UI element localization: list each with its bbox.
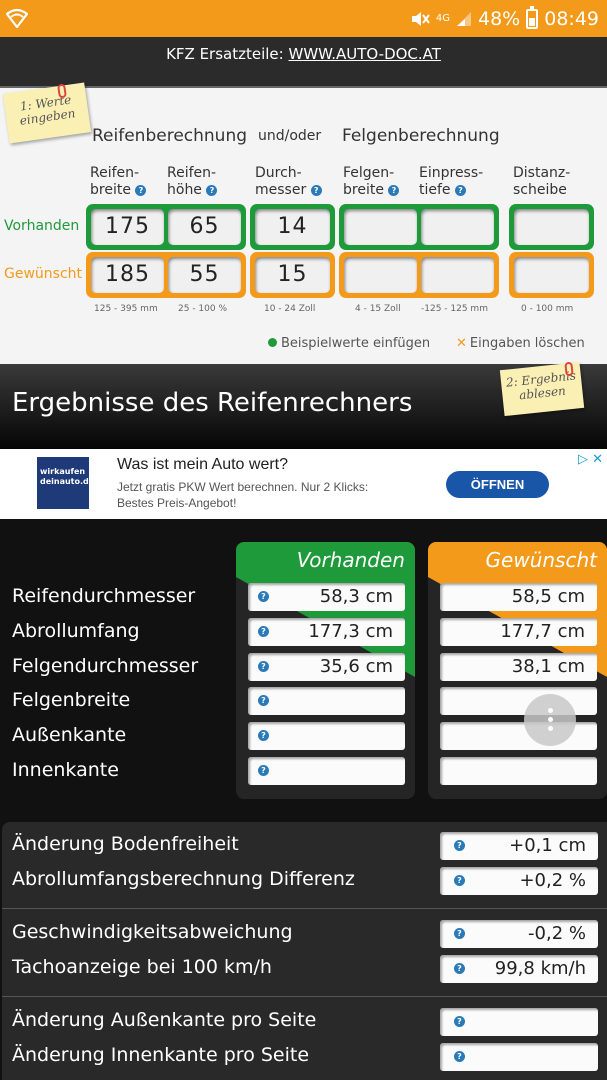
diff-value: ? +0,2 % [440,867,598,895]
help-icon[interactable]: ? [206,185,217,196]
row-label-current: Vorhanden [4,218,80,234]
result-current-value [248,722,405,750]
range-rim-width: 4 - 15 Zoll [355,304,401,314]
help-icon[interactable]: ? [454,1016,465,1027]
help-icon[interactable]: ? [454,963,465,974]
input-form [0,88,607,364]
site-header-prefix: KFZ Ersatzteile: [166,45,289,63]
result-current-value [248,687,405,715]
wifi-icon [6,8,28,28]
result-label: Abrollumfang [12,620,140,642]
range-width: 125 - 395 mm [94,304,158,314]
result-desired-value: 38,1 cm [440,653,597,681]
desired-diameter-group [250,252,335,298]
clear-x-icon: ✕ [456,336,467,351]
desired-offset-input[interactable] [421,257,494,293]
status-bar [0,0,607,37]
header-rim: Felgenberechnung [342,126,500,146]
clear-inputs-button[interactable]: ✕ Eingaben löschen [456,336,585,351]
divider [2,996,607,997]
site-header [0,37,607,88]
desired-rim-width-input[interactable] [344,257,417,293]
result-desired-value: 177,7 cm [440,618,597,646]
label-diameter: Durch- messer ? [255,165,322,199]
range-offset: -125 - 125 mm [421,304,488,314]
help-icon[interactable]: ? [454,928,465,939]
step-1-note [3,83,91,144]
diff-value: ? -0,2 % [440,920,598,948]
desired-tyre-group [86,252,246,298]
result-label: Reifendurchmesser [12,585,196,607]
more-options-icon[interactable] [524,694,576,746]
battery-percent: 48% [478,7,521,30]
help-icon[interactable]: ? [258,591,269,602]
result-desired-value [440,757,597,785]
current-rim-width-input[interactable] [344,209,417,245]
current-width-input[interactable]: 175 [91,209,164,245]
help-icon[interactable]: ? [454,840,465,851]
help-icon[interactable]: ? [258,626,269,637]
range-diameter: 10 - 24 Zoll [264,304,316,314]
label-tyre-height: Reifen- höhe ? [167,165,217,198]
step-2-text: 2: Ergebnis ablesen [505,368,577,403]
help-icon[interactable]: ? [454,1051,465,1062]
range-height: 25 - 100 % [178,304,228,314]
result-label: Außenkante [12,724,127,746]
current-tyre-group [86,204,246,250]
help-icon[interactable]: ? [258,730,269,741]
help-icon[interactable]: ? [388,185,399,196]
help-icon[interactable]: ? [258,765,269,776]
mute-icon [410,10,430,28]
diff-label: Abrollumfangsberechnung Differenz [12,868,355,890]
paperclip-icon [564,362,573,377]
difference-panel [2,822,607,1080]
results-header [0,364,607,449]
help-icon[interactable]: ? [135,185,146,196]
result-label: Felgenbreite [12,689,131,711]
column-desired-title: Gewünscht [428,542,607,577]
adchoices-icon[interactable]: ▷ ✕ [577,452,603,467]
help-icon[interactable]: ? [311,185,322,196]
result-desired-value: 58,5 cm [440,583,597,611]
label-tyre-width: Reifen- breite ? [90,165,146,199]
column-current-title: Vorhanden [236,542,415,577]
diff-value [440,1043,598,1071]
header-tyre: Reifenberechnung [92,126,248,146]
network-type: 4G [435,12,450,24]
label-rim-width: Felgen- breite ? [343,165,399,199]
result-current-value: ? 177,3 cm [248,618,405,646]
header-and-or: und/oder [258,128,322,144]
diff-label: Änderung Außenkante pro Seite [12,1009,317,1031]
current-diameter-input[interactable]: 14 [255,209,330,245]
step-1-text: 1: Werte eingeben [18,92,77,128]
result-label: Innenkante [12,759,119,781]
diff-value [440,1008,598,1036]
ad-banner[interactable] [0,449,607,519]
desired-spacer-group [509,252,594,298]
diff-label: Tachoanzeige bei 100 km/h [12,956,272,978]
result-label: Felgendurchmesser [12,655,199,677]
desired-width-input[interactable]: 185 [91,257,164,293]
result-current-value: ? 35,6 cm [248,653,405,681]
current-spacer-input[interactable] [514,209,589,245]
sample-values-button[interactable]: Beispielwerte einfügen [268,336,430,351]
ad-title[interactable]: Was ist mein Auto wert? [117,456,289,473]
desired-height-input[interactable]: 55 [168,257,241,293]
ad-open-button[interactable]: ÖFFNEN [446,471,549,498]
results-table [0,519,607,815]
site-link[interactable]: WWW.AUTO-DOC.AT [288,45,441,63]
help-icon[interactable]: ? [454,875,465,886]
desired-diameter-input[interactable]: 15 [255,257,330,293]
divider [2,908,607,909]
green-dot-icon [268,338,277,347]
desired-spacer-input[interactable] [514,257,589,293]
help-icon[interactable]: ? [455,185,466,196]
battery-icon [526,9,538,29]
label-spacer: Distanz- scheibe [513,165,571,198]
desired-rim-group [339,252,499,298]
label-offset: Einpress- tiefe ? [419,165,484,198]
help-icon[interactable]: ? [258,695,269,706]
current-spacer-group [509,204,594,250]
result-current-value: ? 58,3 cm [248,583,405,611]
results-title: Ergebnisse des Reifenrechners [12,388,413,418]
ad-text: Jetzt gratis PKW Wert berechnen. Nur 2 Klicks: Bestes Preis-Angebot! [117,480,369,510]
current-rim-group [339,204,499,250]
signal-icon [456,11,472,27]
diff-label: Änderung Bodenfreiheit [12,833,239,855]
current-offset-input[interactable] [421,209,494,245]
row-label-desired: Gewünscht [4,266,83,282]
diff-value: ? 99,8 km/h [440,955,598,983]
diff-value: ? +0,1 cm [440,832,598,860]
current-height-input[interactable]: 65 [168,209,241,245]
clock: 08:49 [544,7,599,30]
diff-label: Änderung Innenkante pro Seite [12,1044,310,1066]
current-diameter-group [250,204,335,250]
result-current-value [248,757,405,785]
range-spacer: 0 - 100 mm [521,304,574,314]
diff-label: Geschwindigkeitsabweichung [12,921,293,943]
ad-logo: wirkaufen deinauto.de [37,457,89,509]
help-icon[interactable]: ? [258,661,269,672]
